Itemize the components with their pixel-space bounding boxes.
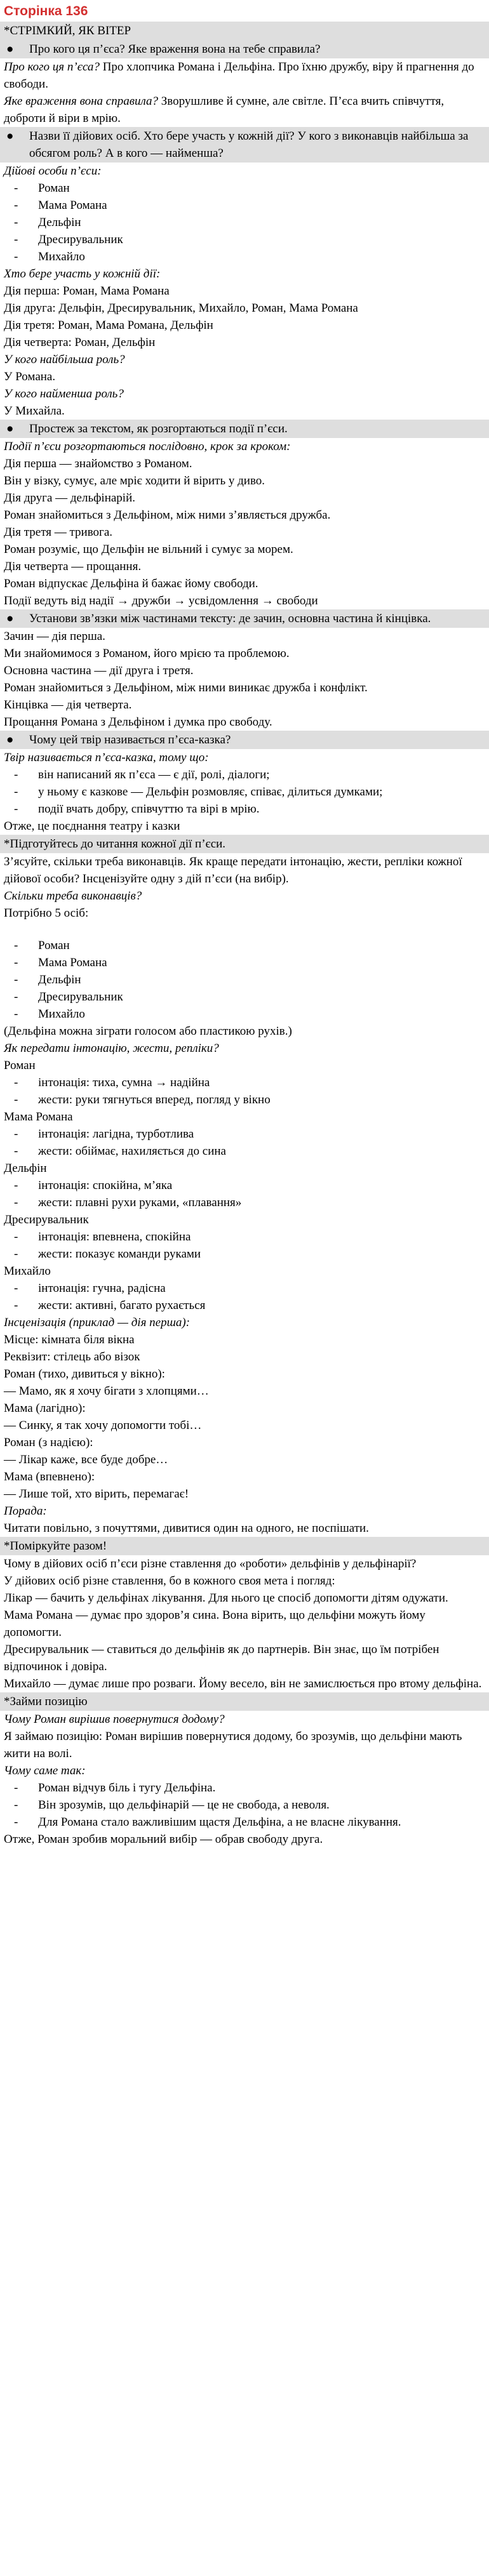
question-5-text: Чому цей твір називається п’єса-казка? [29,733,231,747]
scene-line: — Синку, я так хочу допомогти тобі… [4,1419,202,1432]
structure-line: Кінцівка — дія четверта. [4,698,132,712]
list-item: - Мама Романа [0,954,489,971]
genre-conclusion-block [0,818,489,835]
genre-conclusion: Отже, це поєднання театру і казки [4,820,180,833]
list-item: - інтонація: впевнена, спокійна [0,1228,489,1245]
cast-label: Дійові особи п’єси: [4,164,102,178]
attitude-line: Мама Романа — думає про здоров’я сина. Вона вірить, що дельфіни можуть йому допомогти. [4,1609,425,1639]
position-answer: Я займаю позицію: Роман вирішив повернутися додому, бо зрозумів, що дельфіни мають жити на волі. [4,1730,462,1760]
events-label: Події п’єси розгортаються послідовно, крок за кроком: [4,440,291,453]
answer-1 [0,58,489,127]
answer-1-line [4,58,485,93]
scene-label: Інсценізація (приклад — дія перша): [4,1316,191,1329]
spacer [4,922,485,937]
act-line: Дія перша: Роман, Мама Романа [4,284,170,298]
list-item: - Роман відчув біль і тугу Дельфіна. [0,1779,489,1796]
attitude-line: Лікар — бачить у дельфінах лікування. Для нього це спосіб допомогти дітям одужати. [4,1591,448,1605]
performers-note: (Дельфіна можна зіграти голосом або пластикою рухів.) [4,1025,292,1038]
question-4 [0,609,489,628]
smallest-role-question: У кого найменша роль? [4,387,124,401]
scene-line: Роман (з надією): [4,1436,93,1449]
list-item: - жести: руки тягнуться вперед, погляд у вікно [0,1091,489,1108]
event-line: Дія перша — знайомство з Романом. [4,457,192,470]
structure-line: Основна частина — дії друга і третя. [4,664,194,677]
list-item: - він написаний як п’єса — є дії, ролі, діалоги; [0,766,489,783]
structure-line: Ми знайомимося з Романом, його мрією та проблемою. [4,647,290,660]
list-item: - Михайло [0,248,489,265]
scene-line: — Лише той, хто вірить, перемагає! [4,1487,189,1501]
act-line: Дія друга: Дельфін, Дресирувальник, Михайло, Роман, Мама Романа [4,302,358,315]
list-item: - інтонація: гучна, радісна [0,1280,489,1297]
acts-label: Хто бере участь у кожній дії: [4,267,161,281]
answer-7 [0,1555,489,1692]
attitude-line: Михайло — думає лише про розваги. Йому весело, він не замислюється про втому дельфіна. [4,1677,482,1690]
cast-list [0,180,489,265]
list-item: - у ньому є казкове — Дельфін розмовляє, співає, ділиться думками; [0,783,489,800]
event-line: Дія третя — тривога. [4,526,113,539]
bullet-icon: ● [6,422,14,435]
tip-text: Читати повільно, з почуттями, дивитися один на одного, не поспішати. [4,1522,369,1535]
attitude-line: Дресирувальник — ставиться до дельфінів як до партнерів. Він знає, що їм потрібен відпочинок і довіра. [4,1643,439,1673]
list-item: - жести: активні, багато рухається [0,1297,489,1314]
answer-6 [0,853,489,937]
performers-answer: Потрібно 5 осіб: [4,906,89,920]
list-item: - інтонація: лагідна, турботлива [0,1125,489,1143]
structure-line: Зачин — дія перша. [4,630,105,643]
page-title: Сторінка 136 [4,4,88,18]
list-item: - Роман [0,180,489,197]
attitude-line: У дійових осіб різне ставлення, бо в кожного своя мета і погляд: [4,1574,335,1588]
list-item: - Дельфін [0,971,489,988]
performers-note-block [0,1023,489,1057]
list-item: - Дресирувальник [0,988,489,1006]
smallest-role-answer: У Михайла. [4,404,65,418]
question-2-text: Назви її дійових осіб. Хто бере участь у кожній дії? У кого з виконавців найбільша за обсягом роль? А в кого — найменша? [29,129,469,160]
answer-8 [0,1711,489,1779]
position-question: Чому Роман вирішив повернутися додому? [4,1713,225,1726]
question-8: *Займи позицію [0,1692,489,1711]
answer-text: Зворушливе й сумне, але світле. П’єса вчить співчуття, доброти й віри в мрію. [4,95,445,125]
final-conclusion-block [0,1831,489,1848]
reason-label: Чому саме так: [4,1764,86,1777]
section-heading: *СТРІМКИЙ, ЯК ВІТЕР [0,22,489,40]
act-line: Дія третя: Роман, Мама Романа, Дельфін [4,319,213,332]
event-line: Роман відпускає Дельфіна й бажає йому свободи. [4,577,258,590]
list-item: - Він зрозумів, що дельфінарій — це не свобода, а неволя. [0,1796,489,1814]
question-2 [0,127,489,163]
role-details [0,1074,489,1108]
bullet-icon: ● [6,43,14,56]
role-details [0,1228,489,1263]
answer-3 [0,438,489,609]
list-item: - Для Романа стало важливішим щастя Дельфіна, а не власне лікування. [0,1814,489,1831]
scene-line: — Лікар каже, все буде добре… [4,1453,168,1466]
list-item: - жести: показує команди руками [0,1245,489,1263]
final-conclusion: Отже, Роман зробив моральний вибір — обрав свободу друга. [4,1833,323,1846]
list-item: - Дельфін [0,214,489,231]
question-3-text: Простеж за текстом, як розгортаються події п’єси. [29,422,288,435]
answer-lead: Яке враження вона справила? [4,95,158,108]
list-item: - інтонація: тиха, сумна → надійна [0,1074,489,1091]
question-6: *Підготуйтесь до читання кожної дії п’єси. [0,835,489,853]
role-details [0,1280,489,1314]
task-text: З’ясуйте, скільки треба виконавців. Як краще передати інтонацію, жести, репліки кожної дійової особи? Інсценізуйте одну з дій п’єси (на вибір). [4,855,462,886]
list-item: - жести: плавні рухи руками, «плавання» [0,1194,489,1211]
list-item: - інтонація: спокійна, м’яка [0,1177,489,1194]
question-7: *Поміркуйте разом! [0,1537,489,1555]
list-item: - Мама Романа [0,197,489,214]
question-3 [0,420,489,438]
scene-line: — Мамо, як я хочу бігати з хлопцями… [4,1384,209,1398]
scene-line: Мама (впевнено): [4,1470,95,1484]
scene-line: Мама (лагідно): [4,1402,86,1415]
scene-block [0,1314,489,1537]
answer-2 [0,163,489,180]
reason-list [0,1779,489,1831]
event-line: Роман знайомиться з Дельфіном, між ними з’являється дружба. [4,508,331,522]
question-1 [0,40,489,58]
acts-block [0,265,489,420]
scene-line: Реквізит: стілець або візок [4,1350,140,1364]
scene-line: Місце: кімната біля вікна [4,1333,135,1346]
role-name: Роман [4,1059,36,1072]
performers-question: Скільки треба виконавців? [4,889,142,903]
bullet-icon: ● [6,733,14,747]
answer-lead: Про кого ця п’єса? [4,60,100,74]
genre-list [0,766,489,818]
question-1-text: Про кого ця п’єса? Яке враження вона на тебе справила? [29,43,321,56]
answer-text: Про хлопчика Романа і Дельфіна. Про їхню дружбу, віру й прагнення до свободи. [4,60,474,91]
biggest-role-answer: У Романа. [4,370,56,383]
biggest-role-question: У кого найбільша роль? [4,353,125,366]
scene-line: Роман (тихо, дивиться у вікно): [4,1367,165,1381]
question-4-text: Установи зв’язки між частинами тексту: де зачин, основна частина й кінцівка. [29,612,431,625]
bullet-icon: ● [6,129,14,143]
role-details [0,1177,489,1211]
answer-5 [0,749,489,766]
act-line: Дія четверта: Роман, Дельфін [4,336,156,349]
role-details [0,1125,489,1160]
question-5 [0,731,489,749]
list-item: - Роман [0,937,489,954]
role-name: Дресирувальник [4,1213,89,1226]
event-line: Він у візку, сумує, але мріє ходити й вірить у диво. [4,474,265,488]
structure-line: Прощання Романа з Дельфіном і думка про свободу. [4,715,272,729]
event-line: Дія друга — дельфінарій. [4,491,136,505]
answer-4 [0,628,489,731]
list-item: - Михайло [0,1006,489,1023]
answer-1-line [4,93,485,127]
role-name: Дельфін [4,1162,47,1175]
task-text: Чому в дійових осіб п’єси різне ставлення до «роботи» дельфінів у дельфінарії? [4,1557,417,1570]
role-name: Михайло [4,1265,51,1278]
list-item: - події вчать добру, співчуттю та вірі в мрію. [0,800,489,818]
bullet-icon: ● [6,612,14,625]
structure-line: Роман знайомиться з Дельфіном, між ними виникає дружба і конфлікт. [4,681,368,694]
tip-label: Порада: [4,1504,47,1518]
role-name: Мама Романа [4,1110,73,1124]
event-line: Події ведуть від надії → дружби → усвідомлення → свободи [4,594,318,607]
genre-label: Твір називається п’єса-казка, тому що: [4,751,209,764]
how-label: Як передати інтонацію, жести, репліки? [4,1042,219,1055]
event-line: Роман розуміє, що Дельфін не вільний і сумує за морем. [4,543,293,556]
list-item: - жести: обіймає, нахиляється до сина [0,1143,489,1160]
performers-list [0,937,489,1023]
list-item: - Дресирувальник [0,231,489,248]
event-line: Дія четверта — прощання. [4,560,142,573]
